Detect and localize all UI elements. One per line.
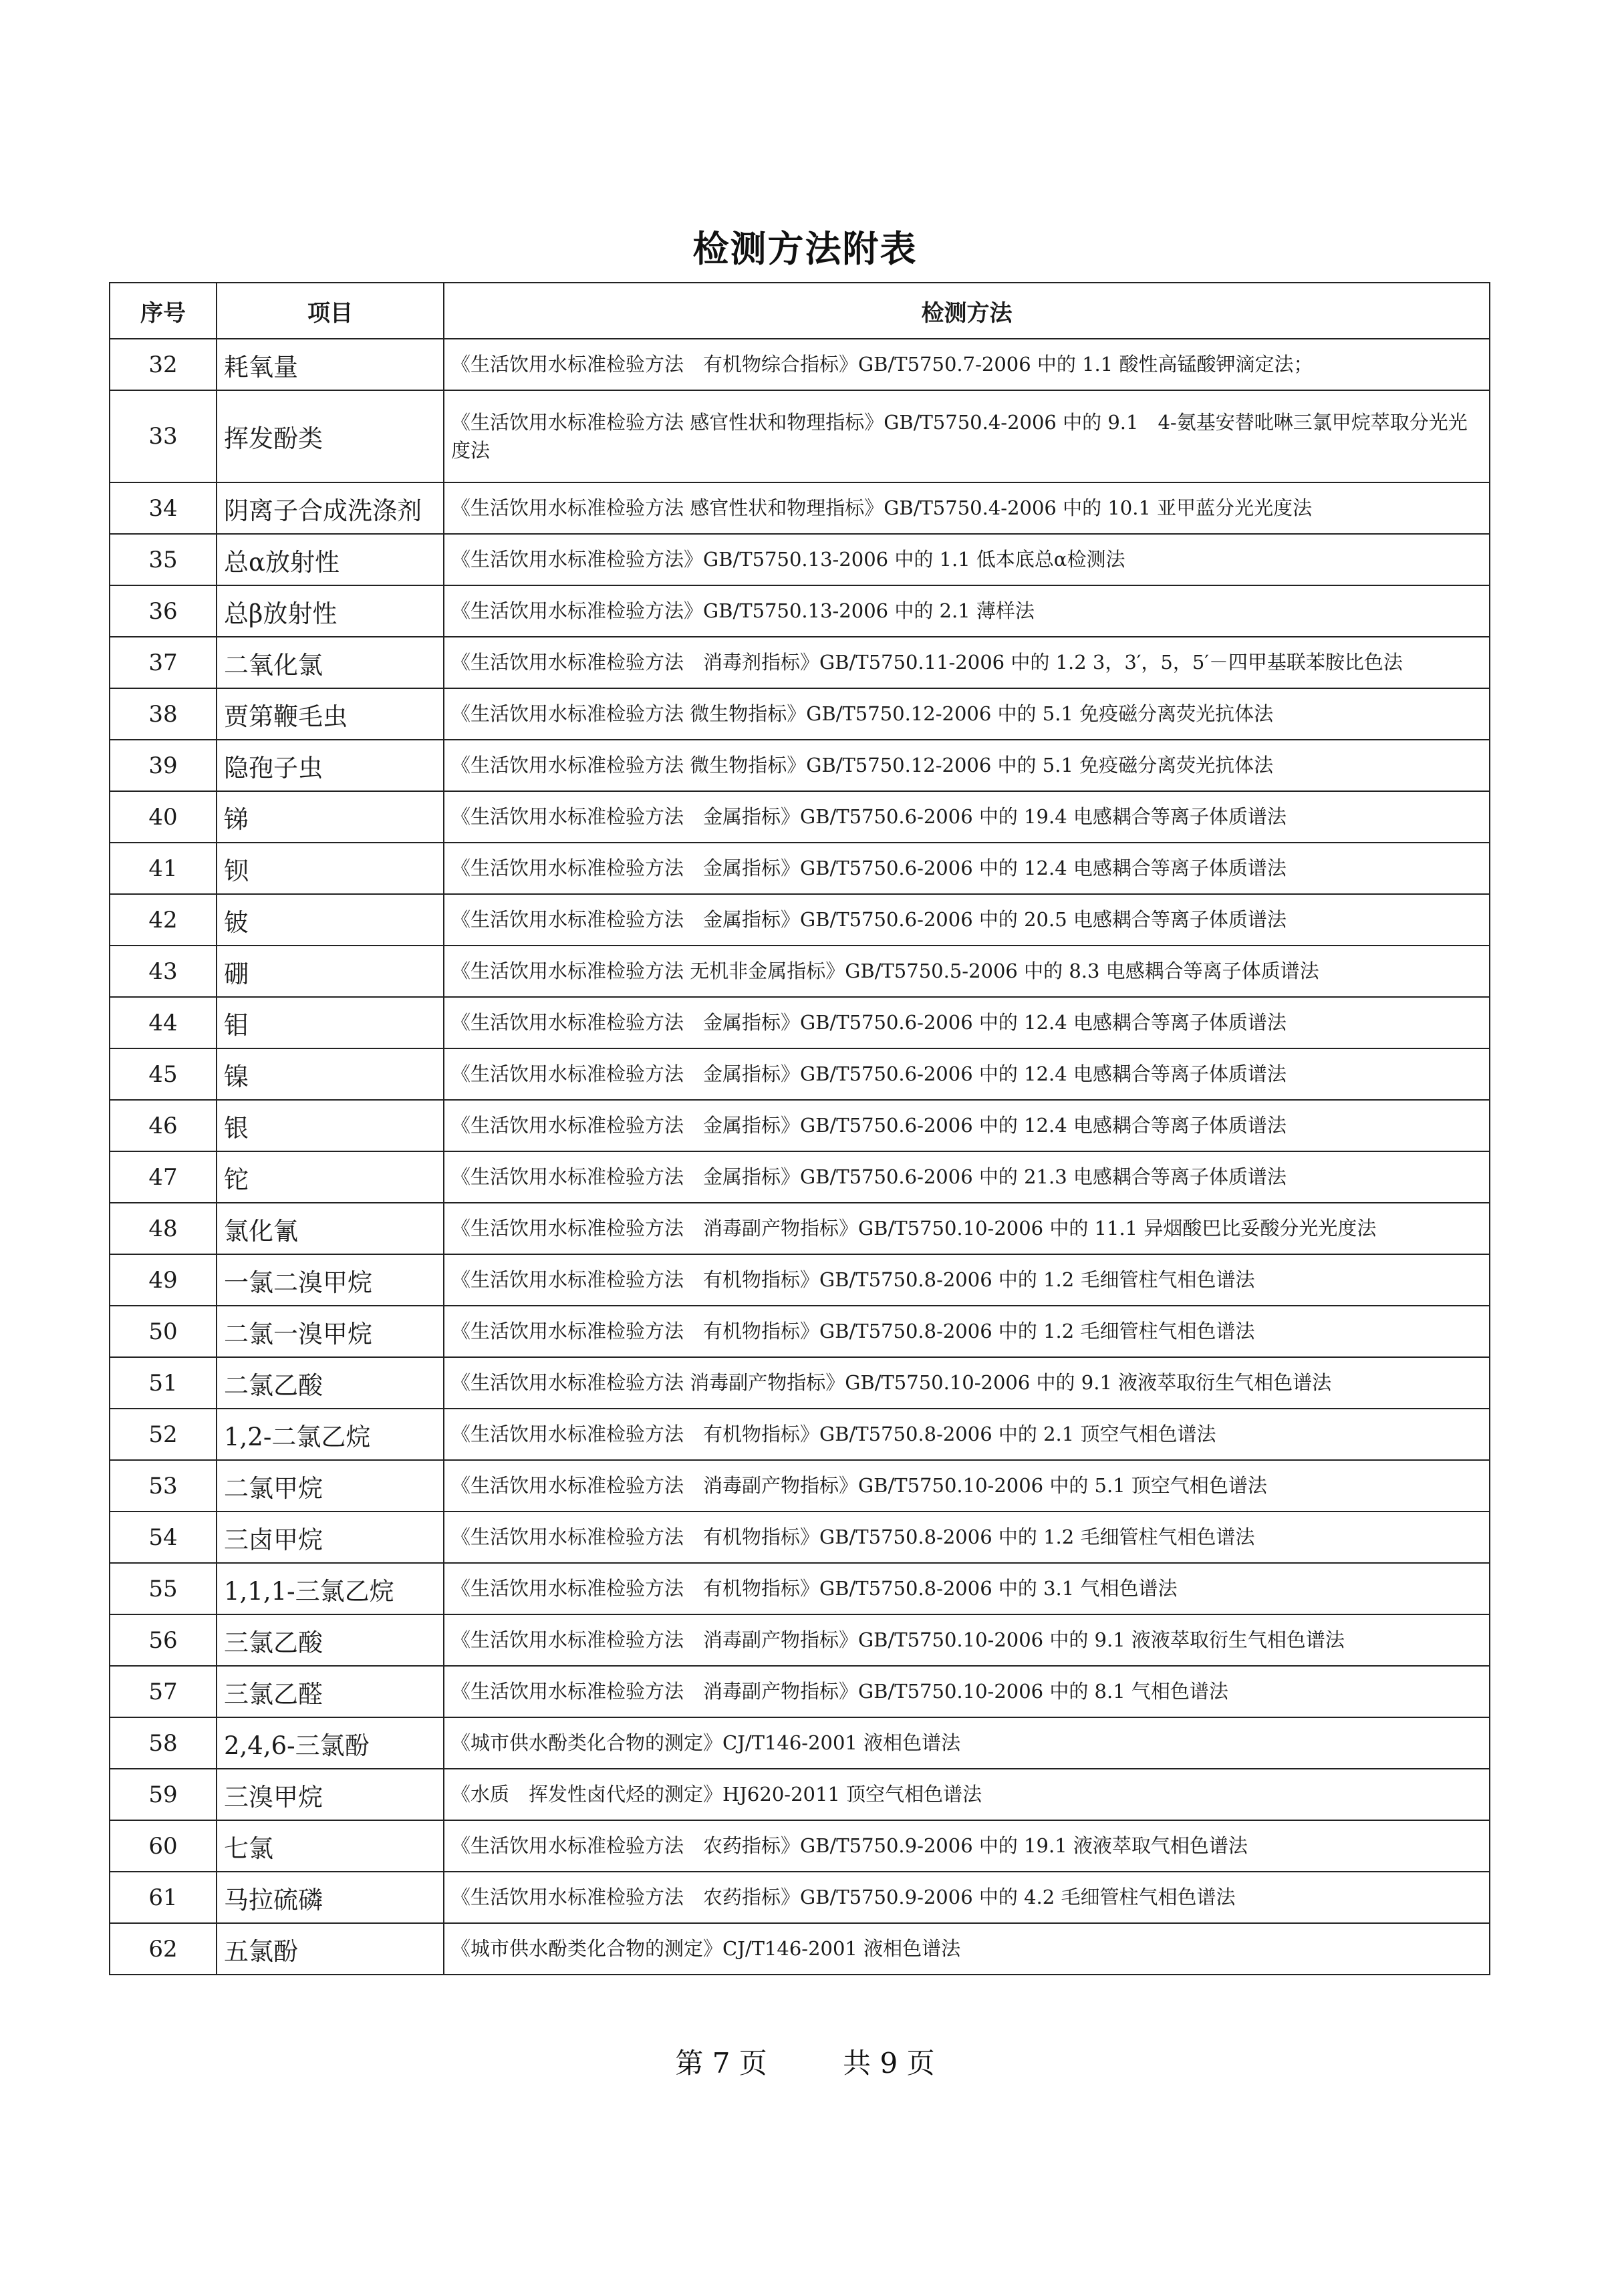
row-method-cell: 《生活饮用水标准检验方法 有机物指标》GB/T5750.8-2006 中的 1.2 毛细管柱气相色谱法 (444, 1306, 1490, 1357)
row-no-cell: 57 (110, 1666, 217, 1717)
table-row (110, 843, 1490, 894)
row-method-cell: 《城市供水酚类化合物的测定》CJ/T146-2001 液相色谱法 (444, 1717, 1490, 1769)
row-method-cell: 《生活饮用水标准检验方法 金属指标》GB/T5750.6-2006 中的 12.4 电感耦合等离子体质谱法 (444, 997, 1490, 1048)
row-method-cell: 《生活饮用水标准检验方法 金属指标》GB/T5750.6-2006 中的 21.3 电感耦合等离子体质谱法 (444, 1151, 1490, 1203)
table-row (110, 1306, 1490, 1357)
row-method-cell: 《生活饮用水标准检验方法 农药指标》GB/T5750.9-2006 中的 19.1 液液萃取气相色谱法 (444, 1820, 1490, 1872)
row-method-cell: 《生活饮用水标准检验方法 无机非金属指标》GB/T5750.5-2006 中的 8.3 电感耦合等离子体质谱法 (444, 946, 1490, 997)
row-item-cell: 一氯二溴甲烷 (217, 1254, 444, 1306)
row-item-cell: 铊 (217, 1151, 444, 1203)
table-row (110, 791, 1490, 843)
table-row (110, 1769, 1490, 1820)
row-method-cell: 《生活饮用水标准检验方法 感官性状和物理指标》GB/T5750.4-2006 中的 9.1 4-氨基安替吡啉三氯甲烷萃取分光光度法 (444, 390, 1490, 482)
row-no-cell: 47 (110, 1151, 217, 1203)
row-method-cell: 《生活饮用水标准检验方法 金属指标》GB/T5750.6-2006 中的 19.4 电感耦合等离子体质谱法 (444, 791, 1490, 843)
row-no-cell: 59 (110, 1769, 217, 1820)
row-item-cell: 二氯一溴甲烷 (217, 1306, 444, 1357)
row-item-cell: 七氯 (217, 1820, 444, 1872)
row-item-cell: 贾第鞭毛虫 (217, 688, 444, 740)
row-method-cell: 《生活饮用水标准检验方法 有机物指标》GB/T5750.8-2006 中的 2.1 顶空气相色谱法 (444, 1409, 1490, 1460)
page-footer (0, 2041, 1610, 2082)
row-no-cell: 58 (110, 1717, 217, 1769)
row-item-cell: 钡 (217, 843, 444, 894)
page-total: 共 9 页 (843, 2047, 935, 2079)
row-item-cell: 氯化氰 (217, 1203, 444, 1254)
row-no-cell: 44 (110, 997, 217, 1048)
row-method-cell: 《生活饮用水标准检验方法 微生物指标》GB/T5750.12-2006 中的 5.1 免疫磁分离荧光抗体法 (444, 688, 1490, 740)
row-method-cell: 《生活饮用水标准检验方法 消毒副产物指标》GB/T5750.10-2006 中的 8.1 气相色谱法 (444, 1666, 1490, 1717)
table-row (110, 1872, 1490, 1923)
row-item-cell: 硼 (217, 946, 444, 997)
row-item-cell: 1,1,1-三氯乙烷 (217, 1563, 444, 1614)
row-item-cell: 五氯酚 (217, 1923, 444, 1975)
header-no: 序号 (110, 283, 217, 339)
row-no-cell: 37 (110, 637, 217, 688)
row-item-cell: 三氯乙酸 (217, 1614, 444, 1666)
table-row (110, 1512, 1490, 1563)
row-no-cell: 36 (110, 585, 217, 637)
row-no-cell: 52 (110, 1409, 217, 1460)
row-item-cell: 镍 (217, 1048, 444, 1100)
page-title: 检测方法附表 (692, 228, 918, 270)
row-method-cell: 《生活饮用水标准检验方法 微生物指标》GB/T5750.12-2006 中的 5.1 免疫磁分离荧光抗体法 (444, 740, 1490, 791)
table-row (110, 740, 1490, 791)
row-item-cell: 铍 (217, 894, 444, 946)
table-row (110, 1151, 1490, 1203)
table-row (110, 1048, 1490, 1100)
table-body (110, 339, 1490, 1975)
row-method-cell: 《水质 挥发性卤代烃的测定》HJ620-2011 顶空气相色谱法 (444, 1769, 1490, 1820)
table-row (110, 1717, 1490, 1769)
row-method-cell: 《生活饮用水标准检验方法 有机物指标》GB/T5750.8-2006 中的 1.2 毛细管柱气相色谱法 (444, 1254, 1490, 1306)
row-no-cell: 61 (110, 1872, 217, 1923)
table-row (110, 1923, 1490, 1975)
row-method-cell: 《生活饮用水标准检验方法 感官性状和物理指标》GB/T5750.4-2006 中的 10.1 亚甲蓝分光光度法 (444, 482, 1490, 534)
row-no-cell: 49 (110, 1254, 217, 1306)
row-item-cell: 二氯甲烷 (217, 1460, 444, 1512)
row-method-cell: 《生活饮用水标准检验方法 金属指标》GB/T5750.6-2006 中的 20.5 电感耦合等离子体质谱法 (444, 894, 1490, 946)
row-method-cell: 《生活饮用水标准检验方法》GB/T5750.13-2006 中的 2.1 薄样法 (444, 585, 1490, 637)
table-row (110, 482, 1490, 534)
row-method-cell: 《生活饮用水标准检验方法》GB/T5750.13-2006 中的 1.1 低本底总α检测法 (444, 534, 1490, 585)
table-row (110, 1563, 1490, 1614)
row-no-cell: 50 (110, 1306, 217, 1357)
row-no-cell: 32 (110, 339, 217, 390)
row-no-cell: 62 (110, 1923, 217, 1975)
row-item-cell: 二氯乙酸 (217, 1357, 444, 1409)
table-row (110, 534, 1490, 585)
row-method-cell: 《生活饮用水标准检验方法 消毒剂指标》GB/T5750.11-2006 中的 1.2 3，3′，5，5′－四甲基联苯胺比色法 (444, 637, 1490, 688)
row-method-cell: 《生活饮用水标准检验方法 金属指标》GB/T5750.6-2006 中的 12.4 电感耦合等离子体质谱法 (444, 843, 1490, 894)
row-no-cell: 55 (110, 1563, 217, 1614)
table-row (110, 390, 1490, 482)
methods-table (109, 282, 1490, 1975)
row-no-cell: 60 (110, 1820, 217, 1872)
row-item-cell: 三氯乙醛 (217, 1666, 444, 1717)
row-method-cell: 《生活饮用水标准检验方法 金属指标》GB/T5750.6-2006 中的 12.4 电感耦合等离子体质谱法 (444, 1100, 1490, 1151)
table-row (110, 1820, 1490, 1872)
row-method-cell: 《生活饮用水标准检验方法 消毒副产物指标》GB/T5750.10-2006 中的 5.1 顶空气相色谱法 (444, 1460, 1490, 1512)
row-no-cell: 56 (110, 1614, 217, 1666)
row-method-cell: 《城市供水酚类化合物的测定》CJ/T146-2001 液相色谱法 (444, 1923, 1490, 1975)
row-item-cell: 总β放射性 (217, 585, 444, 637)
row-no-cell: 34 (110, 482, 217, 534)
table-row (110, 688, 1490, 740)
row-item-cell: 马拉硫磷 (217, 1872, 444, 1923)
table-row (110, 637, 1490, 688)
row-item-cell: 耗氧量 (217, 339, 444, 390)
table-header-row (110, 283, 1490, 339)
row-no-cell: 43 (110, 946, 217, 997)
table-row (110, 1254, 1490, 1306)
row-no-cell: 51 (110, 1357, 217, 1409)
table-row (110, 1409, 1490, 1460)
row-method-cell: 《生活饮用水标准检验方法 消毒副产物指标》GB/T5750.10-2006 中的 9.1 液液萃取衍生气相色谱法 (444, 1357, 1490, 1409)
row-item-cell: 阴离子合成洗涤剂 (217, 482, 444, 534)
row-item-cell: 挥发酚类 (217, 390, 444, 482)
table-row (110, 1203, 1490, 1254)
table-row (110, 894, 1490, 946)
row-no-cell: 54 (110, 1512, 217, 1563)
row-no-cell: 53 (110, 1460, 217, 1512)
row-method-cell: 《生活饮用水标准检验方法 有机物指标》GB/T5750.8-2006 中的 1.2 毛细管柱气相色谱法 (444, 1512, 1490, 1563)
row-no-cell: 41 (110, 843, 217, 894)
row-method-cell: 《生活饮用水标准检验方法 金属指标》GB/T5750.6-2006 中的 12.4 电感耦合等离子体质谱法 (444, 1048, 1490, 1100)
row-method-cell: 《生活饮用水标准检验方法 消毒副产物指标》GB/T5750.10-2006 中的 9.1 液液萃取衍生气相色谱法 (444, 1614, 1490, 1666)
table-row (110, 997, 1490, 1048)
table-row (110, 1460, 1490, 1512)
row-item-cell: 银 (217, 1100, 444, 1151)
row-item-cell: 总α放射性 (217, 534, 444, 585)
row-no-cell: 48 (110, 1203, 217, 1254)
row-item-cell: 隐孢子虫 (217, 740, 444, 791)
row-item-cell: 1,2-二氯乙烷 (217, 1409, 444, 1460)
row-no-cell: 38 (110, 688, 217, 740)
table-row (110, 946, 1490, 997)
row-no-cell: 45 (110, 1048, 217, 1100)
row-item-cell: 三卤甲烷 (217, 1512, 444, 1563)
row-item-cell: 锑 (217, 791, 444, 843)
row-no-cell: 35 (110, 534, 217, 585)
row-no-cell: 39 (110, 740, 217, 791)
row-item-cell: 2,4,6-三氯酚 (217, 1717, 444, 1769)
row-item-cell: 二氧化氯 (217, 637, 444, 688)
table-row (110, 1614, 1490, 1666)
row-method-cell: 《生活饮用水标准检验方法 消毒副产物指标》GB/T5750.10-2006 中的 11.1 异烟酸巴比妥酸分光光度法 (444, 1203, 1490, 1254)
table-row (110, 585, 1490, 637)
table-row (110, 1100, 1490, 1151)
row-method-cell: 《生活饮用水标准检验方法 有机物综合指标》GB/T5750.7-2006 中的 1.1 酸性高锰酸钾滴定法； (444, 339, 1490, 390)
row-no-cell: 40 (110, 791, 217, 843)
row-no-cell: 42 (110, 894, 217, 946)
row-item-cell: 钼 (217, 997, 444, 1048)
row-item-cell: 三溴甲烷 (217, 1769, 444, 1820)
page-number: 第 7 页 (675, 2047, 767, 2079)
row-method-cell: 《生活饮用水标准检验方法 有机物指标》GB/T5750.8-2006 中的 3.1 气相色谱法 (444, 1563, 1490, 1614)
row-method-cell: 《生活饮用水标准检验方法 农药指标》GB/T5750.9-2006 中的 4.2 毛细管柱气相色谱法 (444, 1872, 1490, 1923)
table-row (110, 1666, 1490, 1717)
header-item: 项目 (217, 283, 444, 339)
table-row (110, 1357, 1490, 1409)
row-no-cell: 33 (110, 390, 217, 482)
header-method: 检测方法 (444, 283, 1490, 339)
row-no-cell: 46 (110, 1100, 217, 1151)
table-row (110, 339, 1490, 390)
